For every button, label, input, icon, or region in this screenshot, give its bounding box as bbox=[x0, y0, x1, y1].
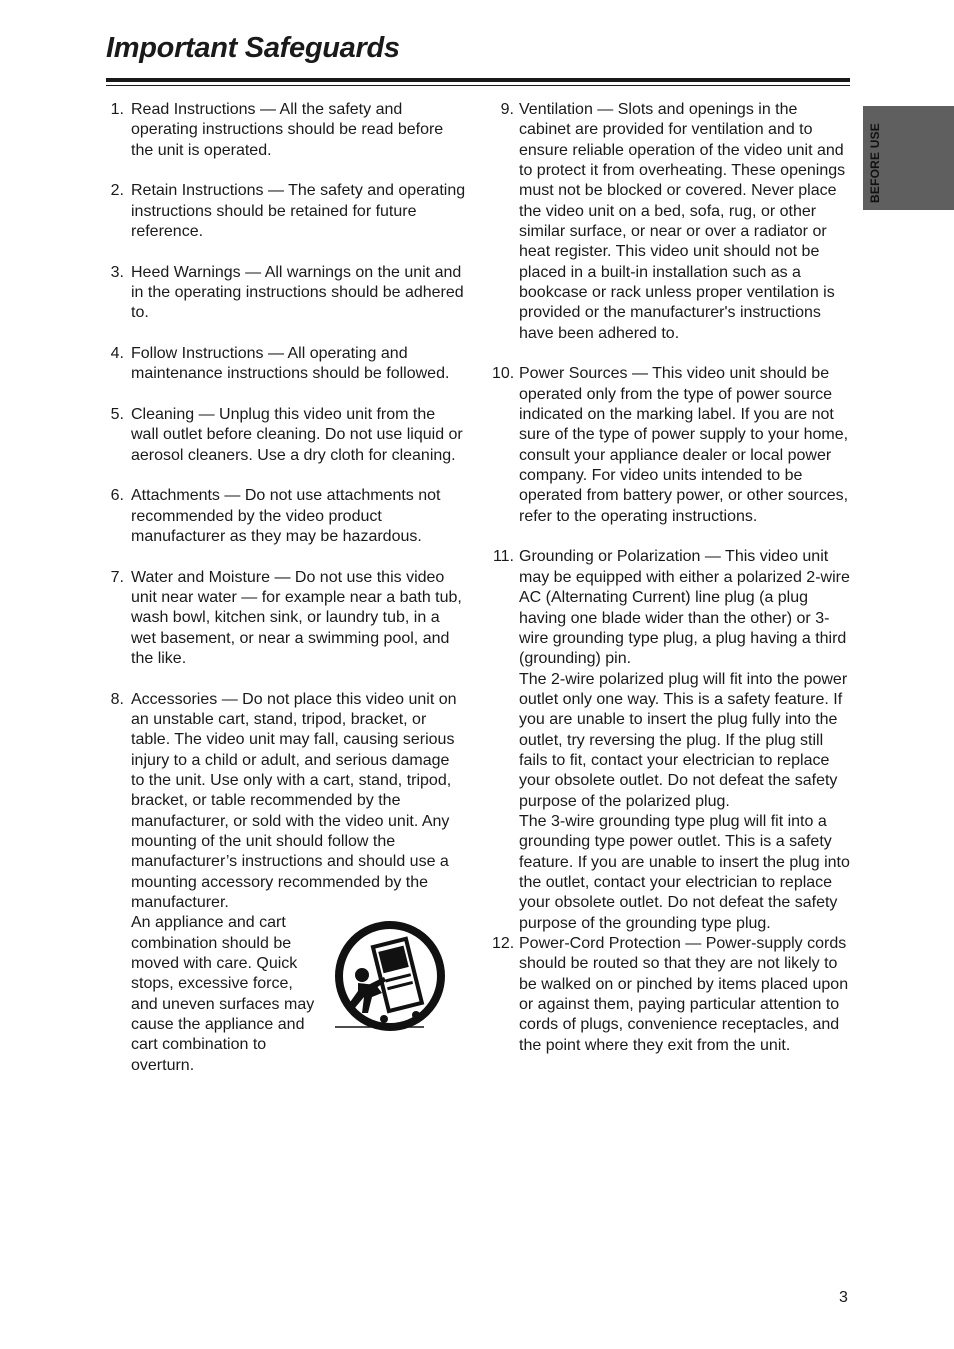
item-number: 2. bbox=[110, 182, 124, 200]
page-title: Important Safeguards bbox=[106, 32, 400, 64]
safeguard-item bbox=[492, 934, 850, 1056]
title-rule-thick bbox=[106, 78, 850, 82]
item-text: Cleaning — Unplug this video unit from the wall outlet before cleaning. Do not use liquid or aerosol cleaners. Use a dry cloth for cleaning. bbox=[131, 405, 463, 464]
item-text: Water and Moisture — Do not use this video unit near water — for example near a bath tub, wash bowl, kitchen sink, or laundry tub, in a wet basement, or near a swimming pool, and the like. bbox=[131, 568, 462, 667]
cart-tip-over-warning-icon bbox=[332, 919, 452, 1039]
left-column bbox=[106, 100, 466, 1076]
safeguard-item bbox=[492, 364, 850, 527]
item-number: 8. bbox=[110, 690, 124, 708]
item-text: Attachments — Do not use attachments not recommended by the video product manufacturer as they may be hazardous. bbox=[131, 487, 441, 545]
safeguard-item bbox=[106, 486, 466, 547]
right-column bbox=[492, 100, 850, 1056]
item-number: 4. bbox=[110, 344, 124, 362]
item-number: 3. bbox=[110, 263, 124, 281]
item-number: 6. bbox=[110, 487, 124, 505]
safeguards-list-right bbox=[492, 100, 850, 1056]
item-text: Grounding or Polarization — This video unit may be equipped with either a polarized 2-wire AC (Alternating Current) line plug (a plug having one blade wider than the other) or 3-wire grounding type plug, a plug having a third (grounding) pin. bbox=[519, 548, 850, 668]
item-number: 9. bbox=[500, 101, 514, 118]
item-number: 12. bbox=[492, 935, 515, 952]
item-text: Retain Instructions — The safety and operating instructions should be retained for future reference. bbox=[131, 182, 466, 241]
section-tab-label: BEFORE USE bbox=[868, 122, 882, 203]
item-text: Read Instructions — All the safety and operating instructions should be read before the unit is operated. bbox=[131, 101, 444, 159]
item-paragraph: The 2-wire polarized plug will fit into the power outlet only one way. This is a safety feature. If you are unable to insert the plug fully into the outlet, try reversing the plug. If the plug still fails to fit, contact your electrician to replace your obsolete outlet. Do not defeat the safety purpose of the polarized plug. bbox=[519, 670, 848, 810]
safeguard-item bbox=[106, 568, 466, 670]
item-text: Power-Cord Protection — Power-supply cords should be routed so that they are not likely to be walked on or pinched by items placed upon or against them, paying particular attention to cords of plugs, convenience receptacles, and the point where they exit from the unit. bbox=[519, 935, 849, 1054]
item-text: Power Sources — This video unit should be operated only from the type of power source indicated on the marking label. If you are not sure of the type of power supply to your home, consult your appliance dealer or local power company. For video units intended to be operated from battery power, or other sources, refer to the operating instructions. bbox=[519, 365, 849, 525]
safeguard-item bbox=[492, 100, 850, 344]
safeguard-item bbox=[492, 547, 850, 934]
cart-note-block bbox=[131, 913, 466, 1076]
safeguard-item bbox=[106, 100, 466, 161]
cart-warning-note: An appliance and cart combination should be moved with care. Quick stops, excessive force, and uneven surfaces may cause the appliance and cart combination to overturn. bbox=[131, 914, 315, 1074]
item-number: 10. bbox=[492, 365, 515, 383]
item-number: 7. bbox=[110, 568, 124, 586]
item-text: Follow Instructions — All operating and maintenance instructions should be followed. bbox=[131, 344, 450, 383]
item-text: Ventilation — Slots and openings in the cabinet are provided for ventilation and to ensure reliable operation of the video unit and to protect it from overheating. These openings must not be blocked or covered. Never place the video unit on a bed, sofa, rug, or other similar surface, or near or over a radiator or heat register. This video unit should not be placed in a built-in installation such as a bookcase or rack unless proper ventilation is provided or the manufacturer's instructions have been adhered to. bbox=[519, 101, 846, 342]
safeguard-item bbox=[106, 181, 466, 242]
item-text: Accessories — Do not place this video unit on an unstable cart, stand, tripod, bracket, or table. The video unit may fall, causing serious injury to a child or adult, and serious damage to the unit. Use only with a cart, stand, tripod, bracket, or table recommended by the manufacturer, or sold with the video unit. Any mounting of the unit should follow the manufacturer’s instructions and should use a mounting accessory recommended by the manufacturer. bbox=[131, 690, 457, 912]
item-text: Heed Warnings — All warnings on the unit and in the operating instructions should be adhered to. bbox=[131, 263, 464, 322]
safeguard-item bbox=[106, 405, 466, 466]
safeguard-item bbox=[106, 344, 466, 385]
safeguard-item bbox=[106, 263, 466, 324]
item-number: 11. bbox=[492, 548, 514, 566]
safeguard-item bbox=[106, 690, 466, 1077]
page-number: 3 bbox=[839, 1289, 848, 1306]
title-rule-thin bbox=[106, 85, 850, 86]
item-number: 5. bbox=[110, 405, 124, 423]
safeguards-list-left bbox=[106, 100, 466, 1076]
item-paragraph: The 3-wire grounding type plug will fit into a grounding type power outlet. This is a safety feature. If you are unable to insert the plug into the outlet, contact your electrician to replace your obsolete outlet. Do not defeat the safety purpose of the grounding type plug. bbox=[519, 812, 850, 932]
item-number: 1. bbox=[110, 101, 124, 118]
